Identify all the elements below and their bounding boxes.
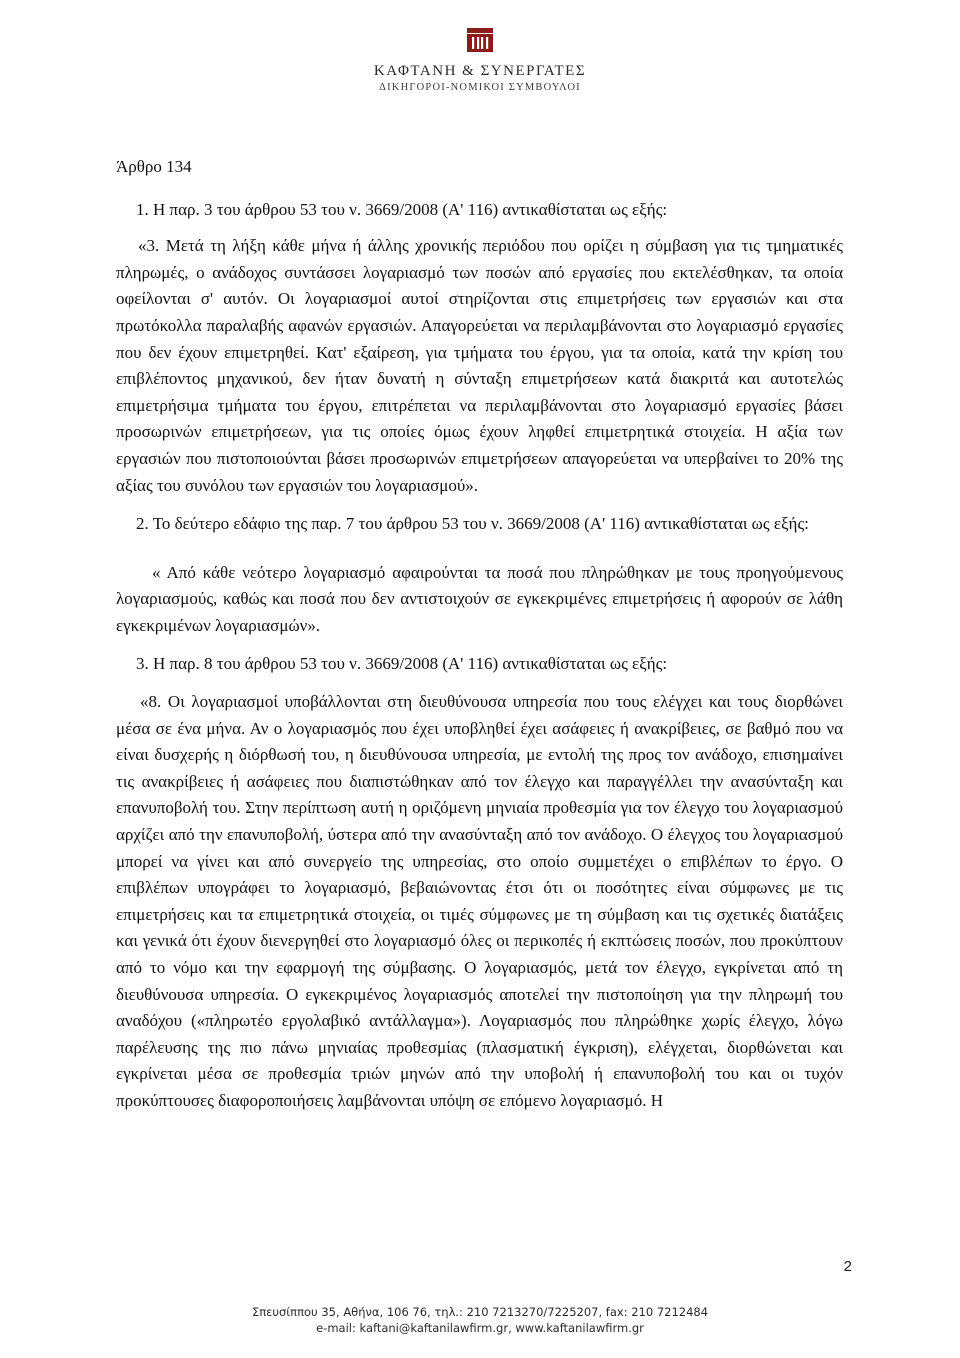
quoted-text-3: «8. Οι λογαριασμοί υποβάλλονται στη διευθύνουσα υπηρεσία που τους ελέγχει και τους διορθώνει μέσα σε ένα μήνα. Αν ο λογαριασμός που έχει υποβληθεί έχει ασάφειες ή ανακρίβειες, σε βαθμό που να είναι δυσχερής η διόρθωσή του, η διευθύνουσα υπηρεσία, με εντολή της προς τον ανάδοχο, επισημαίνει τις ανακρίβειες ή ασάφειες που διαπιστώθηκαν από τον έλεγχο και παραγγέλλει την ανασύνταξη και επανυποβολή του. Στην περίπτωση αυτή η οριζόμενη μηνιαία προθεσμία για τον έλεγχο του λογαριασμού αρχίζει από την επανυποβολή, ύστερα από την ανασύνταξη από τον ανάδοχο. Ο έλεγχος του λογαριασμού μπορεί να γίνει και από συνεργείο της υπηρεσίας, στο οποίο συμμετέχει ο επιβλέπων το έργο. Ο επιβλέπων υπογράφει το λογαριασμό, βεβαιώνοντας έτσι ότι οι ποσότητες είναι σύμφωνες με τις επιμετρήσεις και τα επιμετρητικά στοιχεία, οι τιμές σύμφωνες με τη σύμβαση και τις σχετικές διατάξεις και γενικά ότι έχουν διενεργηθεί στο λογαριασμό όλες οι περικοπές ή εκπτώσεις ποσών, που προκύπτουν από το νόμο και την εφαρμογή της σύμβασης. Ο λογαριασμός, μετά τον έλεγχο, εγκρίνεται από τη διευθύνουσα υπηρεσία. Ο εγκεκριμένος λογαριασμός αποτελεί την πιστοποίηση για την πληρωμή του αναδόχου («πληρωτέο εργολαβικό αντάλλαγμα»). Λογαριασμός που πληρώθηκε χωρίς έλεγχο, λόγω παρέλευσης της πιο πάνω μηνιαίας προθεσμίας (πλασματική έγκριση), ελέγχεται, διορθώνεται και εγκρίνεται μέσα σε προθεσμία τριών μηνών από την υποβολή ή επανυποβολή του και οι τυχόν προκύπτουσες διαφοροποιήσεις λαμβάνονται υπόψη σε επόμενο λογαριασμό. Η <box>116 692 843 1110</box>
footer-contact: e-mail: kaftani@kaftanilawfirm.gr, www.kaftanilawfirm.gr <box>316 1321 644 1335</box>
article-title: Άρθρο 134 <box>116 157 192 176</box>
footer <box>0 1304 960 1336</box>
letterhead <box>0 28 960 95</box>
paragraph-item-2: 2. Το δεύτερο εδάφιο της παρ. 7 του άρθρου 53 του ν. 3669/2008 (Α' 116) αντικαθίσταται ως εξής: <box>136 514 809 534</box>
page-number: 2 <box>843 1258 852 1275</box>
quoted-text-2: « Από κάθε νεότερο λογαριασμό αφαιρούνται τα ποσά που πληρώθηκαν με τους προηγούμενους λογαριασμούς, καθώς και ποσά που δεν αντιστοιχούν σε εγκεκριμένες επιμετρήσεις ή αφορούν σε λάθη εγκεκριμένων λογαριασμών». <box>116 562 843 635</box>
paragraph-item-3: 3. Η παρ. 8 του άρθρου 53 του ν. 3669/2008 (Α' 116) αντικαθίσταται ως εξής: <box>136 653 668 673</box>
paragraph-item-1: 1. Η παρ. 3 του άρθρου 53 του ν. 3669/2008 (Α' 116) αντικαθίσταται ως εξής: <box>136 199 668 219</box>
firm-name: ΚΑΦΤΑΝΗ & ΣΥΝΕΡΓΑΤΕΣ <box>373 63 587 79</box>
firm-subtitle: ΔΙΚΗΓΟΡΟΙ-ΝΟΜΙΚΟΙ ΣΥΜΒΟΥΛΟΙ <box>379 82 581 93</box>
document-body <box>116 154 843 1115</box>
columns-building-icon <box>467 28 493 52</box>
quoted-text-1: «3. Μετά τη λήξη κάθε μήνα ή άλλης χρονικής περιόδου που ορίζει η σύμβαση για τις τμηματικές πληρωμές, ο ανάδοχος συντάσσει λογαριασμό των ποσών από εργασίες που εκτελέσθηκαν, τα οποία οφείλονται σ' αυτόν. Οι λογαριασμοί αυτοί στηρίζονται στις επιμετρήσεις των εργασιών και στα πρωτόκολλα παραλαβής αφανών εργασιών. Απαγορεύεται να περιλαμβάνονται στο λογαριασμό εργασίες που δεν έχουν επιμετρηθεί. Κατ' εξαίρεση, για τμήματα του έργου, για τα οποία, κατά την κρίση του επιβλέποντος μηχανικού, δεν ήταν δυνατή η σύνταξη επιμετρήσεων κατά διακριτά και αυτοτελώς επιμετρήσιμα τμήματα του έργου, επιτρέπεται να περιλαμβάνονται στο λογαριασμό εργασίες βάσει προσωρινών επιμετρήσεων, για τις οποίες όμως έχουν ληφθεί επιμετρητικά στοιχεία. Η αξία των εργασιών που πιστοποιούνται βάσει προσωρινών επιμετρήσεων απαγορεύεται να υπερβαίνει το 20% της αξίας του συνόλου των εργασιών του λογαριασμού». <box>116 236 843 495</box>
footer-address: Σπευσίππου 35, Αθήνα, 106 76, τηλ.: 210 7213270/7225207, fax: 210 7212484 <box>251 1305 709 1319</box>
